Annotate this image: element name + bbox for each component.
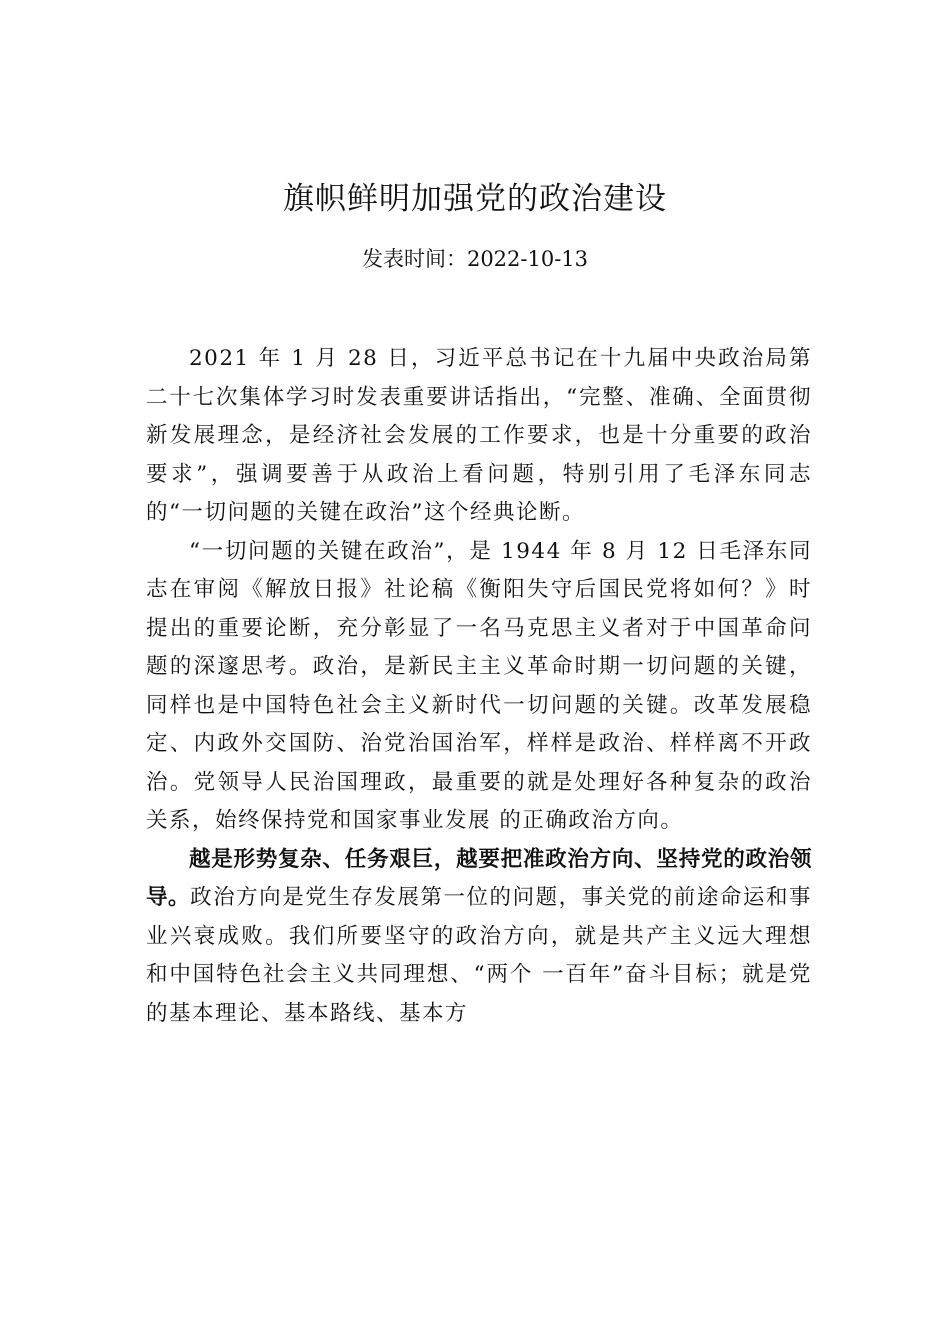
paragraph-3 (146, 841, 812, 1034)
paragraph-2-text: “一切问题的关键在政治”，是 1944 年 8 月 12 日毛泽东同志在审阅《解放日报》社论稿《衡阳失守后国民党将如何？》时提出的重要论断，充分彰显了一名马克思主义者对于中国革命问题的深邃思考。政治，是新民主主义革命时期一切问题的关键，同样也是中国特色社会主义新时代一切问题的关键。改革发展稳定、内政外交国防、治党治国治军，样样是政治、样样离不开政治。党领导人民治国理政，最重要的就是处理好各种复杂的政治关系，始终保持党和国家事业发展 的正确政治方向。 (146, 538, 812, 833)
paragraph-3-lead: 越是形势复杂、任务艰巨，越要把准政治方向、坚持党的政治领导。 (146, 846, 812, 910)
paragraph-2 (146, 533, 812, 841)
article-body (146, 340, 812, 1033)
paragraph-3-text: 政治方向是党生存发展第一位的问题，事关党的前途命运和事业兴衰成败。我们所要坚守的政治方向，就是共产主义远大理想和中国特色社会主义共同理想、“两个 一百年”奋斗目标；就是党的基本理论、基本路线、基本方 (146, 885, 812, 1026)
paragraph-1 (146, 340, 812, 533)
publish-date-value: 2022-10-13 (466, 247, 589, 271)
publish-date (0, 243, 950, 275)
paragraph-1-text: 2021 年 1 月 28 日，习近平总书记在十九届中央政治局第二十七次集体学习时发表重要讲话指出，“完整、准确、全面贯彻新发展理念，是经济社会发展的工作要求，也是十分重要的政治要求”，强调要善于从政治上看问题，特别引用了毛泽东同志的“一切问题的关键在政治”这个经典论断。 (146, 346, 812, 525)
article-title: 旗帜鲜明加强党的政治建设 (283, 181, 667, 217)
publish-date-label: 发表时间： (361, 247, 467, 271)
